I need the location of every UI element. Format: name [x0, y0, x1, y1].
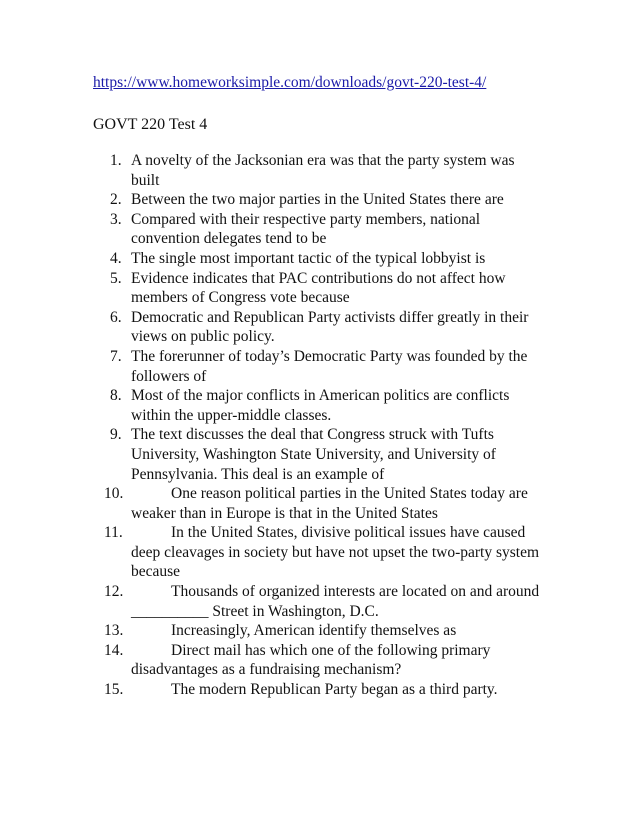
question-number: 12.	[104, 583, 124, 601]
question-text: Evidence indicates that PAC contributions do not affect how members of Congress vote because	[131, 269, 506, 307]
question-item	[0, 680, 638, 700]
question-text: Direct mail has which one of the following primary disadvantages as a fundraising mechanism?	[131, 641, 491, 679]
question-item	[0, 151, 638, 190]
question-number: 5.	[110, 269, 122, 287]
question-text: The single most important tactic of the typical lobbyist is	[131, 249, 486, 267]
page-title: GOVT 220 Test 4	[93, 116, 208, 133]
question-text: Compared with their respective party members, national convention delegates tend to be	[131, 210, 481, 248]
question-number: 15.	[104, 681, 124, 699]
answer-blank: __________	[131, 602, 209, 620]
question-text: Between the two major parties in the United States there are	[131, 191, 504, 209]
question-item	[0, 347, 638, 386]
question-item	[0, 308, 638, 347]
question-text: The text discusses the deal that Congress struck with Tufts University, Washington State University, and University of Pennsylvania. This deal is an example of	[131, 426, 496, 483]
question-text: A novelty of the Jacksonian era was that the party system was built	[131, 152, 515, 189]
question-number: 11.	[104, 524, 123, 542]
question-item	[0, 269, 638, 308]
question-item	[0, 641, 638, 680]
question-text: The modern Republican Party began as a third party.	[171, 681, 498, 699]
source-link[interactable]: https://www.homeworksimple.com/downloads/govt-220-test-4/	[93, 74, 487, 91]
question-text: Most of the major conflicts in American politics are conflicts within the upper-middle classes.	[131, 387, 510, 424]
question-text-before: Thousands of organized interests are located on and around	[171, 583, 540, 601]
question-number: 7.	[110, 347, 122, 365]
question-number: 14.	[104, 641, 124, 659]
question-number: 9.	[110, 426, 122, 444]
question-text-after: Street in Washington, D.C.	[212, 602, 379, 620]
question-text: Increasingly, American identify themselves as	[171, 622, 457, 640]
question-item	[0, 249, 638, 269]
question-text: One reason political parties in the United States today are weaker than in Europe is that in the United States	[131, 485, 528, 522]
question-item	[0, 523, 638, 582]
question-number: 4.	[110, 249, 122, 267]
question-number: 1.	[110, 152, 122, 169]
question-number: 8.	[110, 387, 122, 405]
question-text: In the United States, divisive political issues have caused deep cleavages in society but have not upset the two-party system because	[131, 524, 540, 581]
question-item	[0, 210, 638, 249]
question-item	[0, 386, 638, 425]
question-text: Democratic and Republican Party activists differ greatly in their views on public policy.	[131, 308, 529, 346]
question-number: 3.	[110, 210, 122, 228]
question-text	[131, 582, 541, 621]
question-item	[0, 484, 638, 523]
question-number: 2.	[110, 191, 122, 209]
question-list	[0, 151, 638, 700]
question-item	[0, 425, 638, 484]
question-number: 6.	[110, 308, 122, 326]
question-item	[0, 582, 638, 621]
question-number: 10.	[104, 485, 124, 503]
question-item	[0, 190, 638, 210]
question-number: 13.	[104, 622, 124, 640]
question-text: The forerunner of today’s Democratic Party was founded by the followers of	[131, 347, 528, 385]
question-item	[0, 621, 638, 641]
